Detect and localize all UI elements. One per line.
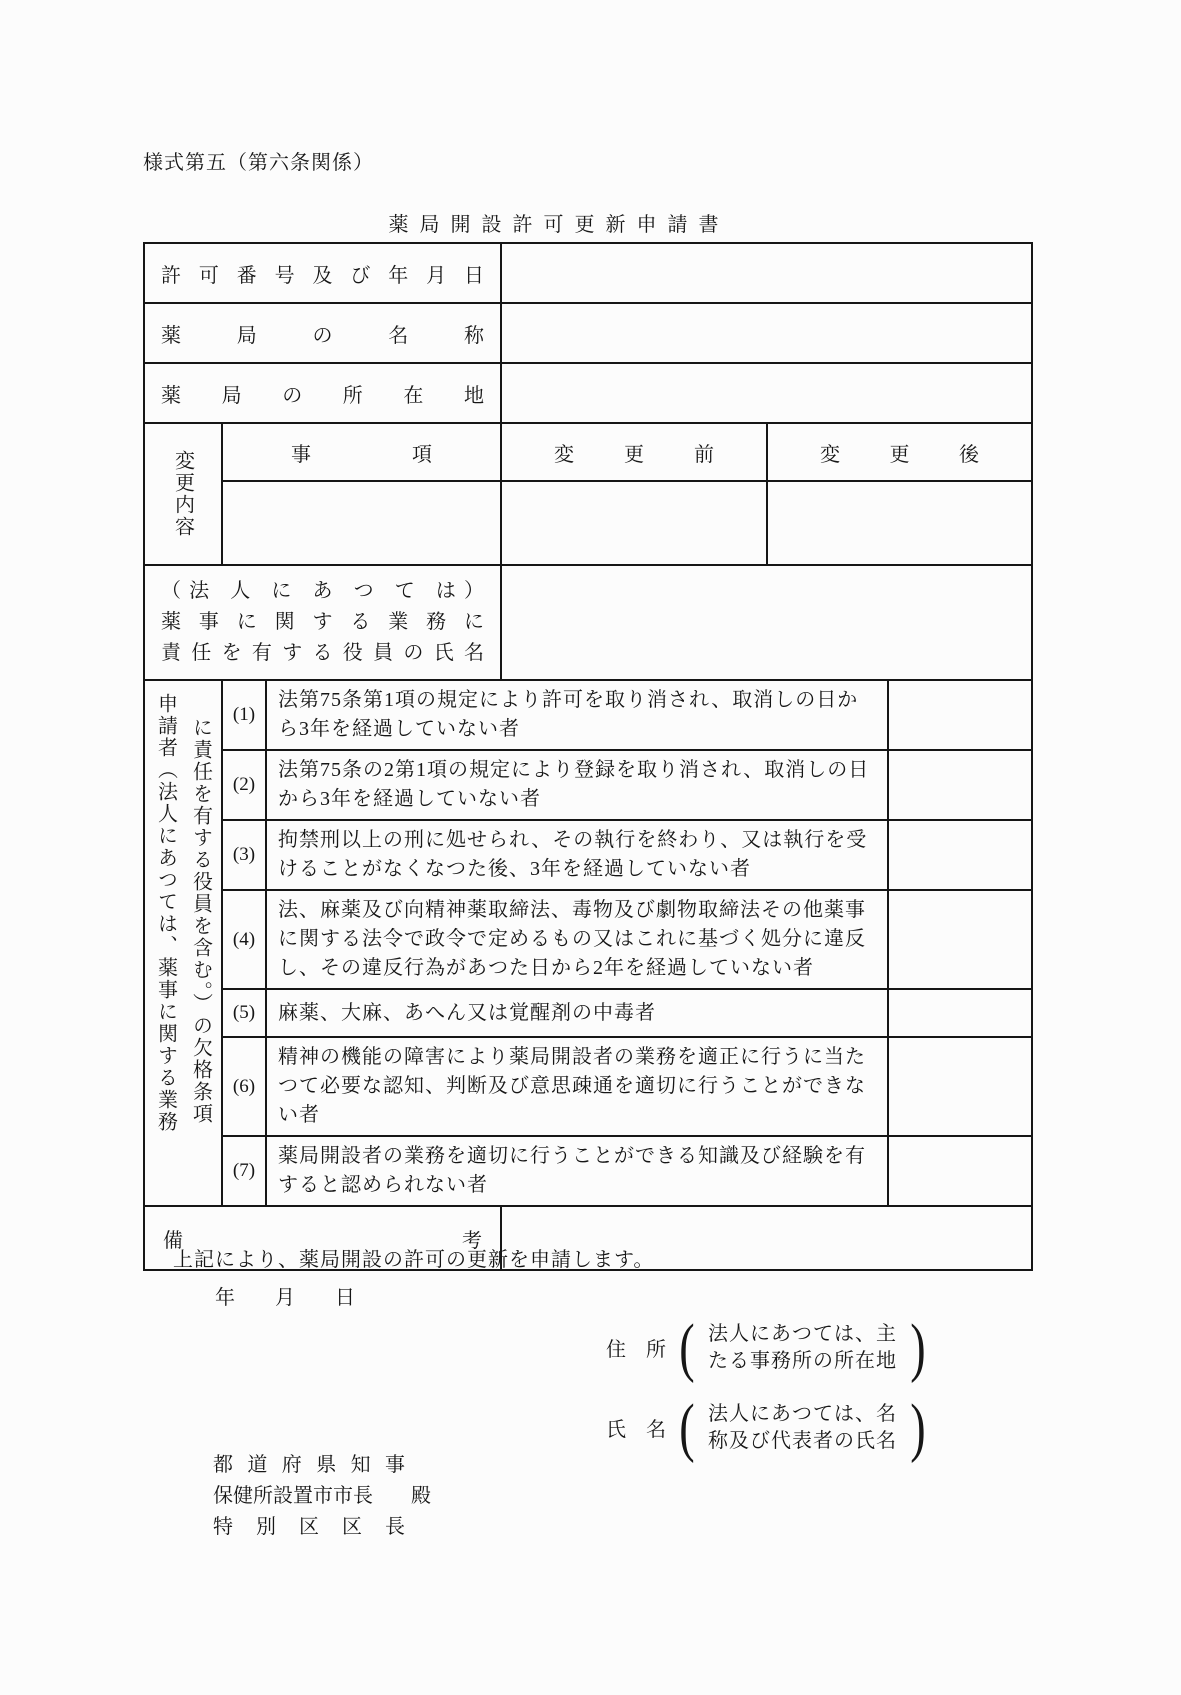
pharmacy-address-value-cell[interactable] <box>502 364 1031 422</box>
disqualification-item-2 <box>223 751 1031 821</box>
permit-number-label <box>145 244 502 302</box>
pharmacy-name-label <box>145 304 502 362</box>
application-table <box>143 242 1033 1271</box>
changes-header-row <box>223 424 1031 482</box>
date-line: 年 月 日 <box>215 1287 355 1309</box>
item-7-number: (7) <box>223 1137 267 1205</box>
officers-label <box>145 566 502 679</box>
name-note-line1: 法人にあつては、名 <box>707 1402 897 1425</box>
disqualification-item-5 <box>223 990 1031 1038</box>
addressee-mayor-line <box>213 1481 431 1512</box>
changes-col-before-text: 変 更 前 <box>554 443 714 466</box>
item-2-number: (2) <box>223 751 267 819</box>
close-paren-glyph: ) <box>910 1311 926 1384</box>
honorific-dono: 殿 <box>411 1485 431 1507</box>
disqualification-items <box>223 681 1031 1205</box>
name-note-line2: 称及び代表者の氏名 <box>707 1429 897 1452</box>
item-5-text: 麻薬、大麻、あへん又は覚醒剤の中毒者 <box>267 990 889 1036</box>
item-4-number: (4) <box>223 891 267 988</box>
changes-section <box>145 424 1031 566</box>
changes-before-cell[interactable] <box>502 482 768 564</box>
item-5-check-cell[interactable] <box>889 990 1031 1036</box>
form-style-note: 様式第五（第六条関係） <box>143 152 374 174</box>
item-3-number: (3) <box>223 821 267 889</box>
changes-main <box>223 424 1031 564</box>
disqualification-vertical-label <box>145 681 223 1205</box>
name-note <box>708 1401 897 1455</box>
form-title: 薬 局 開 設 許 可 更 新 申 請 書 <box>388 214 722 236</box>
disqualification-item-4 <box>223 891 1031 990</box>
pharmacy-address-label <box>145 364 502 422</box>
disqualification-label-col1: 申請者（法人にあつては、薬事に関する業務 <box>154 693 177 1133</box>
address-note <box>708 1321 897 1375</box>
name-label: 氏 名 <box>606 1419 666 1442</box>
officers-label-line2: 薬 事 に 関 す る 業 務 に <box>161 611 484 633</box>
declaration-text: 上記により、薬局開設の許可の更新を申請します。 <box>173 1249 655 1271</box>
item-7-check-cell[interactable] <box>889 1137 1031 1205</box>
item-4-text: 法、麻薬及び向精神薬取締法、毒物及び劇物取締法その他薬事に関する法令で政令で定めるもの又はこれに基づく処分に違反し、その違反行為があつた日から2年を経過していない者 <box>267 891 889 988</box>
address-label: 住 所 <box>606 1339 666 1362</box>
permit-number-value-cell[interactable] <box>502 244 1031 302</box>
open-paren-glyph: ( <box>679 1311 695 1384</box>
item-6-number: (6) <box>223 1038 267 1135</box>
addressee-block <box>213 1450 431 1543</box>
address-line <box>606 1311 929 1384</box>
item-4-check-cell[interactable] <box>889 891 1031 988</box>
disqualification-item-3 <box>223 821 1031 891</box>
officers-row <box>145 566 1031 681</box>
changes-col-after-header <box>768 424 1031 480</box>
permit-number-row <box>145 244 1031 304</box>
disqualification-item-6 <box>223 1038 1031 1137</box>
officers-label-line1: （法 人 に あ つ て は） <box>161 580 484 602</box>
changes-col-before-header <box>502 424 768 480</box>
item-3-check-cell[interactable] <box>889 821 1031 889</box>
changes-col-item-text: 事 項 <box>291 443 432 466</box>
addressee-governor: 都 道 府 県 知 事 <box>213 1454 405 1476</box>
item-5-number: (5) <box>223 990 267 1036</box>
changes-vertical-label <box>145 424 223 564</box>
item-1-number: (1) <box>223 681 267 749</box>
permit-number-label-text: 許 可 番 号 及 び 年 月 日 <box>161 264 484 287</box>
pharmacy-address-row <box>145 364 1031 424</box>
pharmacy-name-value-cell[interactable] <box>502 304 1031 362</box>
item-6-text: 精神の機能の障害により薬局開設者の業務を適正に行うに当たつて必要な認知、判断及び意思疎通を適切に行うことができない者 <box>267 1038 889 1135</box>
item-3-text: 拘禁刑以上の刑に処せられ、その執行を終わり、又は執行を受けることがなくなつた後、3年を経過していない者 <box>267 821 889 889</box>
officers-label-line3: 責 任 を 有 す る 役 員 の 氏 名 <box>161 642 484 664</box>
officers-value-cell[interactable] <box>502 566 1031 679</box>
name-line <box>606 1391 929 1464</box>
remarks-label-text: 備 考 <box>163 1229 482 1252</box>
item-1-check-cell[interactable] <box>889 681 1031 749</box>
addressee-mayor: 保健所設置市市長 <box>213 1485 373 1507</box>
close-paren-glyph: ) <box>910 1391 926 1464</box>
item-2-check-cell[interactable] <box>889 751 1031 819</box>
pharmacy-name-row <box>145 304 1031 364</box>
changes-col-item-header <box>223 424 502 480</box>
addressee-ward-mayor: 特 別 区 区 長 <box>213 1516 405 1538</box>
pharmacy-name-label-text: 薬 局 の 名 称 <box>161 324 484 347</box>
disqualification-item-1 <box>223 681 1031 751</box>
address-note-line1: 法人にあつては、主 <box>707 1322 897 1345</box>
item-1-text: 法第75条第1項の規定により許可を取り消され、取消しの日から3年を経過していない者 <box>267 681 889 749</box>
address-note-line2: たる事務所の所在地 <box>707 1349 897 1372</box>
disqualification-section <box>145 681 1031 1207</box>
changes-after-cell[interactable] <box>768 482 1031 564</box>
changes-vertical-label-text: 変更内容 <box>171 450 194 538</box>
item-6-check-cell[interactable] <box>889 1038 1031 1135</box>
disqualification-label-col2: に責任を有する役員を含む。）の欠格条項 <box>189 717 212 1125</box>
changes-col-after-text: 変 更 後 <box>820 443 979 466</box>
disqualification-item-7 <box>223 1137 1031 1205</box>
open-paren-glyph: ( <box>679 1391 695 1464</box>
item-2-text: 法第75条の2第1項の規定により登録を取り消され、取消しの日から3年を経過していない者 <box>267 751 889 819</box>
changes-entry-row <box>223 482 1031 564</box>
changes-item-cell[interactable] <box>223 482 502 564</box>
pharmacy-address-label-text: 薬 局 の 所 在 地 <box>161 384 484 407</box>
item-7-text: 薬局開設者の業務を適切に行うことができる知識及び経験を有すると認められない者 <box>267 1137 889 1205</box>
